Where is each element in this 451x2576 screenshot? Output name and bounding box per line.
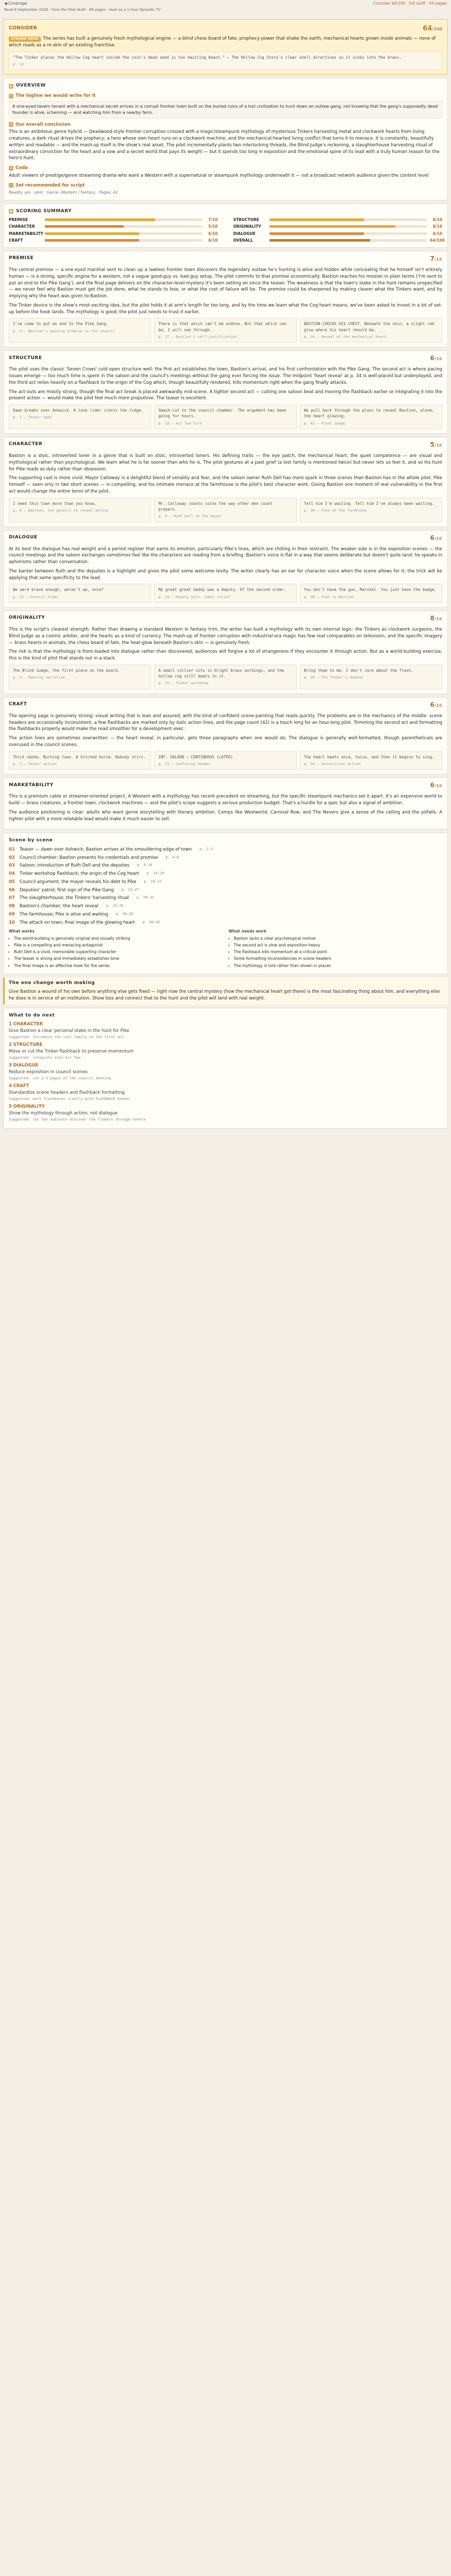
quote-row: [9, 665, 442, 689]
works-item: • Ruth Dell is a vivid, memorable supporting character: [14, 949, 223, 955]
needs-item: • Bastion lacks a clear psychological motive: [234, 936, 443, 941]
scene-number: 04: [9, 871, 15, 876]
category-header: [4, 351, 447, 365]
todo-number: 4: [9, 1083, 12, 1089]
score-outof: /10: [435, 617, 442, 621]
scene-number: 05: [9, 879, 15, 885]
verdict-card: [3, 19, 448, 75]
scene-text: Council chamber; Bastion presents his credentials and promise: [20, 855, 158, 860]
category-name: DIALOGUE: [9, 534, 38, 540]
score-bar: [270, 225, 427, 228]
script-quote: [154, 584, 296, 603]
score-row: [233, 217, 443, 223]
score-fill: [270, 225, 395, 228]
score-value: 6/10: [208, 238, 218, 243]
category-body: [4, 545, 447, 607]
score-bar: [45, 218, 203, 221]
script-quote: [9, 665, 151, 689]
script-quote: [300, 751, 442, 770]
category-name: MARKETABILITY: [9, 782, 54, 788]
hook-badge: STRONG HOOK: [9, 37, 41, 42]
overview-icon: ▤: [9, 84, 13, 88]
quote-text: A small collier sits in bright brass workings, and the hollow cog still beats in it.: [158, 668, 285, 679]
scene-pages: p. 23–27: [121, 887, 139, 892]
score-label: OVERALL: [233, 238, 253, 243]
score-fill: [45, 239, 139, 242]
needs-item: • The mythology is told rather than shown in places: [234, 963, 443, 969]
category-dialogue: [3, 530, 448, 608]
what-works: What works • The world-building is genuinely original and visually striking • Pike is a compelling and menacing antagonist • Ruth Dell is a vivid, memorable supporting character • The teaser is strong and immediately establishes tone • The final image is an effective hook for the series: [9, 928, 223, 970]
category-name: PREMISE: [9, 256, 34, 261]
scene-text: Teaser — dawn over Ashwick; Bastion arrives at the smouldering edge of town: [20, 846, 192, 852]
script-quote: [9, 318, 151, 343]
category-body: [4, 792, 447, 829]
category-paragraph: The action lines are sometimes overwritten — the heart reveal, in particular, gets three paragraphs when one would do. The dialogue is generally well-formatted, though parentheticals are overused in the council scenes.: [9, 736, 442, 748]
scene-text: Tinker workshop flashback; the origin of the Cog heart: [20, 871, 139, 876]
score-num: 6: [430, 354, 435, 362]
category-score: [430, 700, 442, 709]
score-bar: [45, 225, 203, 228]
script-quote: [9, 404, 151, 429]
category-paragraph: The Tinker device is the show's most exciting idea, but the pilot holds it at arm's length for too long, and by the time we learn what the Cog heart means, we've been asked to invest in a lot of set-up before the hook lands. The mythology is good; the pilot just needs to trust it earlier.: [9, 302, 442, 315]
scene-pages: p. 9–14: [137, 863, 153, 868]
quote-source: p. 34 — Overwritten action: [304, 761, 361, 766]
todo-desc: Show the mythology through action, not dialogue: [9, 1111, 118, 1116]
score-label: STRUCTURE: [233, 217, 259, 222]
todo-meta: Suggested: introduce the lost family in the first act: [9, 1035, 124, 1039]
todo-desc: Reduce exposition in council scenes: [9, 1070, 88, 1075]
quote-source: p. 1 — Teaser open: [13, 415, 52, 420]
quote-source: p. 6 — Bastion, too generic to reveal motive: [13, 508, 109, 513]
scene-text: Deputies' patrol; first sign of the Pike Gang: [20, 887, 114, 893]
script-quote: [300, 498, 442, 522]
one-change: The one change worth making Give Bastion a wound of his own before anything else gets fixed — right now the central mystery (how the mechanical heart got there) is the most fascinating thing about him, and everything else he does is in service of an institution. Show loss and connect that to the hunt and the pilot will land with real weight.: [3, 977, 448, 1005]
quote-source: p. 38 — Pike at the farmhouse: [304, 508, 367, 513]
quote-text: Smash-cut to the council chamber. The argument has been going for hours.: [158, 408, 287, 419]
score-value: 6/10: [432, 231, 442, 236]
category-header: [4, 611, 447, 625]
scoring-icon: ▦: [9, 209, 13, 213]
scene-pages: p. 36–39: [115, 911, 133, 916]
quote-row: [9, 751, 442, 770]
scene-text: The attack on town; final image of the glowing heart: [20, 920, 135, 925]
scene-text: Bastion's chamber; the heart reveal: [20, 904, 98, 909]
score-fill: [270, 218, 364, 221]
back-link[interactable]: ◀ Coverage: [4, 1, 27, 6]
script-quote: [300, 404, 442, 429]
conclusion-heading: Our overall conclusion: [15, 122, 71, 127]
category-paragraph: The act-outs are mostly strong, though the final act break is placed awkwardly mid-scene. A tighter second act — cutting one saloon beat and moving the flashback earlier or integrating it into the present action — would make the pilot feel much more propulsive. The teaser is excellent.: [9, 389, 442, 401]
category-structure: [3, 350, 448, 434]
scene-number: 06: [9, 887, 15, 893]
category-paragraph: The supporting cast is more vivid: Mayor Calloway is a delightful blend of venality and fear, and the saloon owner Ruth Dell has more spark in three scenes than Bastion has in the whole pilot. Pike himself — seen only in two short scenes — is compelling, and his intimate menace at the farmhouse is the pilot's best character work. Giving Bastion one moment of real vulnerability in the first act would change the entire tenor of the pilot.: [9, 476, 442, 494]
quote-source: p. 41 — Final image: [304, 421, 345, 426]
scene-number: 10: [9, 920, 15, 925]
scoring-card: [3, 204, 448, 248]
todo-item: [9, 1042, 442, 1060]
score-value: 64/100: [430, 238, 445, 243]
score-label: MARKETABILITY: [9, 231, 43, 236]
quote-text: BASTION CHECKS HIS CHEST. Beneath the skin, a slight red glow where his heart should be.: [304, 321, 435, 332]
todo-number: 1: [9, 1022, 12, 1027]
score-bar: [270, 232, 427, 235]
score-bar: [270, 218, 427, 221]
script-quote: [154, 404, 296, 429]
scene-text: Council argument; the mayor reveals his debt to Pike: [20, 879, 137, 885]
category-body: [4, 452, 447, 527]
score-row: [233, 224, 443, 229]
scene-item: [9, 887, 442, 894]
coda-heading: Coda: [15, 165, 28, 171]
score-row: [9, 217, 218, 223]
scene-card: [3, 833, 448, 974]
score-value: 6/10: [432, 217, 442, 222]
score-outof: /10: [435, 443, 442, 448]
category-paragraph: The risk is that the mythology is front-loaded into dialogue rather than discovered; audiences will forgive a lot of strangeness if they encounter it through action. But as a world-building exercise, this is the kind of pilot that stands out in a stack.: [9, 649, 442, 661]
conclusion-text: This is an ambitious genre hybrid — Deadwood-style frontier corruption crossed with a magic/steampunk mythology of mysterious Tinkers harvesting metal and clockwork hearts from living creatures; a dark ritual drives the prophecy; a hero whose own heart runs on a clockwork machine; and the mechanical-hearted living conflict that turns it to menace. It is constantly, beautifully written and readable — and the mash-up itself is the show's real asset. The pilot incrementally plants two interlocking threads, the Blind Judge's reckoning, a slaughterhouse harvesting ritual of extraordinary conviction for the heart and a vow and a secret world that pays its weight — but it spends too long in exposition and the emotional spine of its lead with a truly human reason for the hero's hunt.: [9, 129, 440, 161]
todo-item: [9, 1062, 442, 1081]
scene-item: [9, 895, 442, 902]
needs-item: • The second act is slow and exposition-heavy: [234, 942, 443, 948]
todo-desc: Move or cut the Tinker flashback to preserve momentum: [9, 1049, 134, 1054]
quote-source: p. 12 — Council elder: [13, 595, 59, 599]
quote-text: Tell him I'm waiting. Tell him I've always been waiting.: [304, 501, 435, 506]
quote-text: We were brave enough, weren't we, once?: [13, 587, 104, 592]
script-quote: [154, 498, 296, 522]
quote-source: p. 30 — The Tinker's demand: [304, 675, 363, 680]
quote-text: The heart beats once, twice, and then it begins to sing.: [304, 754, 435, 759]
quote-text: Thick smoke. Burning town. A hitched horse. Nobody stirs.: [13, 754, 146, 759]
scene-title: Scene by scene: [9, 838, 53, 843]
score-fill: [45, 225, 124, 228]
scene-number: 03: [9, 863, 15, 869]
logline-icon: ✎: [9, 94, 13, 98]
scene-text: Saloon; introduction of Ruth Dell and the deputies: [20, 863, 129, 869]
quote-text: INT. SALOON — CONTINUOUS (LATER): [158, 754, 233, 759]
category-paragraph: The opening page is genuinely strong: visual writing that is lean and assured, with the kind of confident scene-painting that reads quickly. The problems are in the mechanics of the middle: scene headers are occasionally inconsistent, a few flashbacks are marked only by italic action lines, and the page count (42) is a touch long for an hour-long pilot. Trimming the second act and formatting the flashbacks properly would make the read smoother for a development exec.: [9, 713, 442, 732]
todo-meta: Suggested: integrate into Act Two: [9, 1055, 81, 1060]
scene-number: 09: [9, 911, 15, 917]
todo-item: [9, 1021, 442, 1040]
score-bar: [45, 239, 203, 242]
script-quote: [9, 751, 151, 770]
todo-card: What to do next 1 CHARACTER Give Bastion a clear personal stake in the hunt for Pike Suggested: introduce the lost family in the first act 2 STRUCTURE Move or cut the Tinker flashback to preserve momentum Suggested: integrate into Act Two 3 DIALOGUE Reduce exposition in council scenes Suggested: cut 2-3 pages of the council meeting 4 CRAFT Standardise scene headers and flashback formatting Suggested: mark flashbacks clearly with FLASHBACK header 5 ORIGINALITY Show the mythology through action, not dialogue Suggested: let the audience discover the Tinkers through events: [3, 1008, 448, 1129]
scene-text: The farmhouse; Pike is alive and waiting: [20, 911, 108, 917]
category-score: [430, 254, 442, 263]
score-num: 5: [430, 441, 435, 448]
quote-row: [9, 584, 442, 603]
quote-source: p. 3 — Opening narration: [13, 675, 65, 680]
what-needs: What needs work • Bastion lacks a clear psychological motive • The second act is slow and exposition-heavy • The flashback kills momentum at a critical point • Some formatting inconsistencies in scene headers • The mythology is told rather than shown in places: [229, 928, 443, 970]
scene-pages: p. 33–35: [106, 904, 124, 908]
quote-text: My great great daddy was a deputy. Of the second order.: [158, 587, 287, 592]
score-label: ORIGINALITY: [233, 224, 261, 229]
scene-pages: p. 4–8: [165, 855, 179, 859]
verdict-label: CONSIDER: [9, 25, 38, 31]
score-num: 6: [430, 534, 435, 541]
score-value: 8/10: [432, 224, 442, 229]
category-score: [430, 353, 442, 363]
category-body: [4, 625, 447, 693]
scene-item: [9, 871, 442, 877]
score-num: 6: [430, 782, 435, 789]
todo-category: CRAFT: [13, 1083, 29, 1089]
category-craft: [3, 697, 448, 775]
quote-text: I need this town more than you know.: [13, 501, 97, 506]
score-row: [233, 231, 443, 236]
score-num: 8: [430, 615, 435, 622]
script-quote: [154, 318, 296, 343]
scene-number: 01: [9, 846, 15, 852]
coda-text: Adult viewers of prestige/genre streaming drama who want a Western with a supernatural or steampunk mythology underneath it — not a broadcast network audience given the content level: [9, 173, 429, 178]
score-bar: [270, 239, 427, 242]
scoring-title: SCORING SUMMARY: [16, 208, 72, 214]
category-marketability: [3, 777, 448, 829]
rec-text: Readily yes · pilot · Genre: Western / Fantasy · Pages: 42: [9, 190, 118, 195]
score-label: DIALOGUE: [233, 231, 256, 236]
score-num: 7: [430, 255, 435, 262]
todo-item: [9, 1083, 442, 1101]
scene-number: 08: [9, 904, 15, 909]
scene-pages: p. 15–18: [146, 871, 164, 875]
coda-icon: ★: [9, 166, 13, 170]
rec-heading: Set recommended for script: [15, 182, 85, 188]
scene-item: [9, 879, 442, 886]
score-label: CHARACTER: [9, 224, 35, 229]
quote-row: [9, 404, 442, 429]
score-bar: [45, 232, 203, 235]
script-quote: [300, 584, 442, 603]
quote-source: p. 17 — Bastion's self-justification: [158, 334, 237, 339]
scene-item: [9, 920, 442, 926]
todo-category: DIALOGUE: [13, 1063, 39, 1069]
category-header: [4, 531, 447, 545]
score-outof: /10: [435, 257, 442, 262]
category-paragraph: This is the script's clearest strength. Rather than drawing a standard Western in fantasy trim, the writer has built a mythology with its own internal logic: the Tinkers as clockwork surgeons, the Blind Judge as a cosmic arbiter, and the hearts as a kind of currency. The mash-up of frontier corruption with industrial-era magic has few real comparables on television, and the specific imagery — brass hearts in animals, the chess board of fate, the heat-glow beneath Bastion's skin — is genuinely fresh.: [9, 627, 442, 646]
quote-source: p. 21 — Confusing header: [158, 761, 211, 766]
category-paragraph: The banter between Ruth and the deputies is a highlight and gives the pilot some welcome levity. The writer clearly has an ear for character voice when the scene allows for it; the trick will be applying that same specificity to the lead.: [9, 568, 442, 581]
scene-item: [9, 846, 442, 853]
score-fill: [270, 239, 371, 242]
scene-pages: p. 1–3: [199, 846, 213, 851]
overview-card: [3, 78, 448, 200]
category-body: [4, 365, 447, 433]
score-row: [233, 238, 443, 243]
rec-icon: ✓: [9, 183, 13, 188]
category-paragraph: The audience positioning is clear: adults who want genre storytelling with literary ambition. Comps like Westworld, Carnival Row, and The Nevers give a sense of the ceiling and the pitfalls. A tighter pilot with a more relatable lead would make it much easier to sell.: [9, 809, 442, 822]
category-score: [430, 614, 442, 623]
quote-text: Bring them to me. I don't care about the flesh.: [304, 668, 413, 673]
scene-pages: p. 40–42: [142, 920, 160, 924]
script-quote: [300, 318, 442, 343]
score-fill: [45, 218, 155, 221]
script-quote: [154, 665, 296, 689]
verdict-text: The series has built a genuinely fresh mythological engine — a blind chess board of fate, prophecy power that shake the earth, mechanical hearts grown inside animals — none of which reads as a re-skin of an existing franchise.: [9, 36, 436, 48]
score-outof: /10: [435, 357, 442, 362]
needs-item: • The flashback kills momentum at a critical point: [234, 949, 443, 955]
category-originality: [3, 611, 448, 694]
todo-number: 3: [9, 1063, 12, 1069]
score-value: 7/10: [208, 217, 218, 222]
score-outof: /10: [435, 784, 442, 789]
topbar-status: Consider 64/100 · full draft · 44 pages: [373, 1, 447, 6]
verdict-score: 64/100: [423, 24, 442, 32]
category-paragraph: The pilot uses the classic 'Seven Crows' cold open structure well: the first act establishes the town, Bastion's arrival, and his first confrontation with the Pike Gang. The second act is where pacing issues emerge — too much time is spent in the saloon and the council's meetings without the gang ever forcing the issue. The midpoint 'heart reveal' at p. 34 is well-placed but underplayed, and the third act relies heavily on a flashback to the origin of the Cog which, though beautifully rendered, kills momentum right when the gang finally attacks.: [9, 367, 442, 385]
todo-item: [9, 1104, 442, 1122]
conclusion-icon: ◎: [9, 123, 13, 127]
todo-desc: Give Bastion a clear personal stake in the hunt for Pike: [9, 1028, 129, 1033]
category-score: [430, 440, 442, 449]
works-item: • The teaser is strong and immediately establishes tone: [14, 956, 223, 961]
score-fill: [45, 232, 139, 235]
quote-source: p. 23 — Deputy Hale, comic relief: [158, 595, 230, 599]
scene-number: 07: [9, 895, 15, 901]
quote-source: p. 19 — Act Two turn: [158, 421, 202, 426]
score-row: [9, 224, 218, 229]
quote-row: [9, 498, 442, 522]
score-outof: /10: [435, 536, 442, 541]
score-value: 6/10: [208, 231, 218, 236]
score-row: [9, 231, 218, 236]
script-quote: [154, 751, 296, 770]
category-character: [3, 437, 448, 527]
category-paragraph: Bastion is a stoic, introverted loner in a genre that is built on stoic, introverted loners. His defining traits — the eye patch, the mechanical heart, the quiet competence — are visual and mythological rather than psychological. We learn what he is far sooner than who he is. The pilot gestures at a past grief (a lost family is mentioned twice) but never lets us feel it, and so his hunt for Pike reads as duty rather than obsession.: [9, 453, 442, 472]
scene-item: [9, 855, 442, 861]
score-value: 5/10: [208, 224, 218, 229]
quote-text: There is that which can't be undone. But that which can be, I will see through.: [158, 321, 287, 332]
todo-meta: Suggested: let the audience discover the Tinkers through events: [9, 1117, 146, 1122]
quote-text: Mr. Calloway counts coins the way other men count prayers.: [158, 501, 273, 512]
category-paragraph: At its best the dialogue has real weight and a period register that earns its emotion, particularly Pike's lines, which are chilling in their restraint. The weaker side is in the exposition scenes — the council meetings and the saloon exchanges sometimes feel like the characters are reading from a briefing. Bastion's voice is flat in a way that seems deliberate but doesn't quite land; he speaks in aphorisms rather than conversation.: [9, 546, 442, 565]
scene-item: [9, 862, 442, 869]
script-quote: [9, 584, 151, 603]
works-item: • Pike is a compelling and menacing antagonist: [14, 942, 223, 948]
quote-text: We pull back through the glass to reveal Bastion, alone, the heart glowing.: [304, 408, 435, 419]
score-row: [9, 238, 218, 243]
overview-title: OVERVIEW: [16, 83, 46, 89]
category-name: CRAFT: [9, 702, 27, 707]
script-quote: [300, 665, 442, 689]
category-paragraph: The central premise — a one-eyed marshal sent to clean up a lawless frontier town discovers the legendary outlaw he's hunting is alive and hidden while concealing that he himself isn't entirely human — is a strong, specific engine for a western, not a vague good-guy vs. bad-guy setup. The pilot commits to that premise economically: Bastion reaches his mission in plain terms ('I'm sent to put an end to the Pike Gang'), and the final page delivers on the character-level mystery it's been setting on since the teaser. The weakness is that the town's stake in the hunt remains unspecified — we never feel why Bastion must get the job done, what he stands to lose, or what the cost of failure will be. The premise could be sharpened by making clearer what the Tinkers want, and by implying why the heart was given to Bastion.: [9, 267, 442, 299]
quote-text: You don't have the gun, Marshal. You just have the badge.: [304, 587, 437, 592]
read-meta: Read 6 September 2026 · from the Pilot draft · 89 pages · read as a 1-hour Episodic TV: [4, 8, 161, 12]
todo-meta: Suggested: mark flashbacks clearly with FLASHBACK header: [9, 1096, 131, 1101]
category-header: [4, 698, 447, 712]
todo-meta: Suggested: cut 2-3 pages of the council meeting: [9, 1076, 111, 1080]
category-score: [430, 781, 442, 790]
quote-source: p. 1 — Teaser action: [13, 761, 57, 766]
todo-number: 5: [9, 1104, 12, 1110]
todo-category: ORIGINALITY: [13, 1104, 45, 1110]
category-name: ORIGINALITY: [9, 615, 45, 621]
scene-number: 02: [9, 855, 15, 860]
category-header: [4, 251, 447, 266]
category-score: [430, 533, 442, 543]
category-name: CHARACTER: [9, 442, 43, 447]
scene-item: [9, 911, 442, 918]
todo-desc: Standardise scene headers and flashback formatting: [9, 1090, 125, 1095]
todo-category: CHARACTER: [13, 1022, 43, 1027]
category-body: [4, 712, 447, 774]
quote-source: p. 4 — Bastion's opening promise to the council: [13, 329, 115, 333]
top-bar: [0, 0, 451, 7]
needs-item: • Some formatting inconsistencies in scene headers: [234, 956, 443, 961]
logline-heading: The logline we would write for it: [15, 93, 96, 98]
category-name: STRUCTURE: [9, 355, 42, 361]
todo-category: STRUCTURE: [13, 1042, 43, 1048]
quote-text: Dawn breaks over Ashwick. A lone rider crests the ridge.: [13, 408, 143, 413]
quote-source: p. 9 — Ruth Dell on the mayor: [158, 514, 222, 518]
category-header: [4, 778, 447, 792]
quote-text: The Blind Judge, the first piece on the board.: [13, 668, 120, 673]
scene-text: The slaughterhouse; the Tinkers' harvesting ritual: [20, 895, 129, 901]
quote-row: [9, 318, 442, 343]
category-body: [4, 266, 447, 347]
category-header: [4, 437, 447, 452]
verdict-quote: "The Tinker places the Hollow Cog heart inside the coin's dead seed is too dazzling beast." — The Hollow Cog Story's clear shell directives so it sinks into the brass. p. 12: [9, 52, 442, 71]
scene-pages: p. 19–22: [144, 879, 162, 884]
scene-item: [9, 903, 442, 910]
score-label: CRAFT: [9, 238, 23, 243]
category-premise: [3, 251, 448, 347]
script-quote: [9, 498, 151, 522]
quote-source: p. 36 — Pike to Bastion: [304, 595, 354, 599]
score-outof: /10: [435, 703, 442, 708]
score-num: 6: [430, 701, 435, 708]
works-item: • The final image is an effective hook for the series: [14, 963, 223, 969]
score-fill: [270, 232, 364, 235]
score-label: PREMISE: [9, 217, 28, 222]
quote-source: p. 34 — Reveal of the mechanical heart: [304, 334, 387, 339]
todo-number: 2: [9, 1042, 12, 1048]
works-item: • The world-building is genuinely original and visually striking: [14, 936, 223, 941]
category-paragraph: This is a premium cable or streamer-oriented project. A Western with a mythology has recent precedent on streaming, but the specific steampunk mechanics set it apart. It's an expensive world to build — brass creatures, a frontier town, clockwork machines — and the pilot's scope suggests a serious production budget. That's a hurdle for a spec but also a signal of ambition.: [9, 794, 442, 806]
quote-text: I've come to put an end to the Pike Gang.: [13, 321, 109, 327]
logline-text: A one-eyed tavern tenant with a mechanical secret arrives in a corrupt frontier town built on the buried ruins of a lost civilization to hunt down an outlaw gang, not knowing that the gang's supposedly dead founder is alive, scheming — and watching him from a nearby farm.: [9, 101, 442, 118]
quote-source: p. 15 — Tinker workshop: [158, 681, 209, 686]
scene-pages: p. 28–32: [137, 895, 154, 900]
